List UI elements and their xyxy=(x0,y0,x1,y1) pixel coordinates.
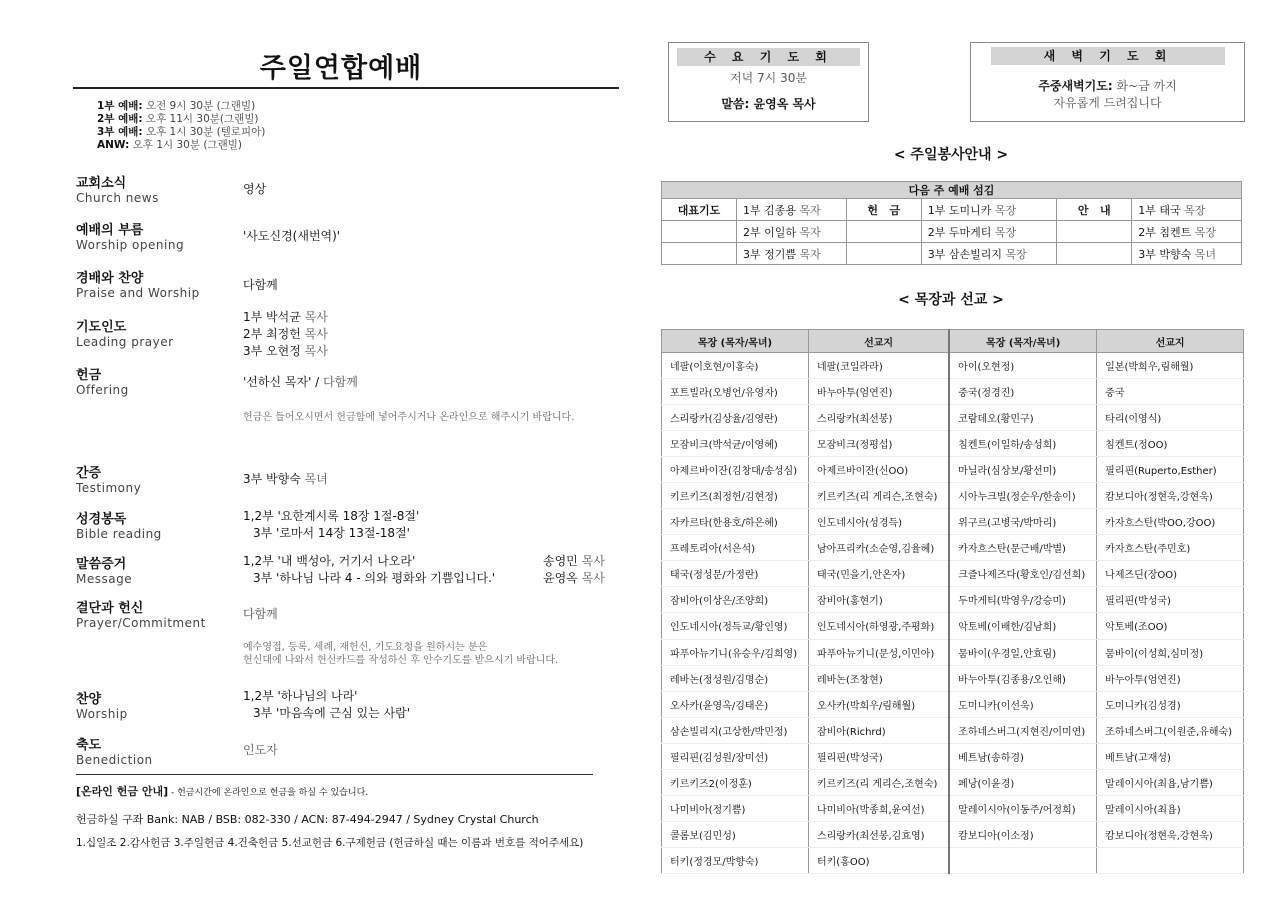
mission-field-cell: 조하네스버그(이원준,유해숙) xyxy=(1097,717,1244,743)
mokjang-cell: 도미니카(이선욱) xyxy=(949,691,1097,717)
bank-info: 헌금하실 구좌 Bank: NAB / BSB: 082-330 / ACN: 87-494-2947 / Sydney Crystal Church xyxy=(76,813,539,826)
table-row xyxy=(662,483,1244,509)
mokjang-cell: 코람데오(황민구) xyxy=(949,405,1097,431)
mokjang-cell: 위구르(고병국/박마리) xyxy=(949,509,1097,535)
service-schedule xyxy=(97,100,265,152)
mokjang-cell: 모잠비크(박석균/이영혜) xyxy=(662,431,809,457)
value-news: 영상 xyxy=(243,182,267,196)
mokjang-cell: 포트빌라(오병언/유영자) xyxy=(662,379,809,405)
mission-field-cell: 파푸아뉴기니(문성,이민아) xyxy=(808,639,949,665)
table-row: 2부 이일하 목자 2부 두마게티 목장 2부 침켄트 목장 xyxy=(662,221,1242,243)
schedule-line: ANW: 오후 1시 30분 (그랜빌) xyxy=(97,139,242,151)
service-table-head: 다음 주 예배 섬김 xyxy=(662,182,1242,199)
mokjang-cell: 크즐나제즈다(황호인/김선희) xyxy=(949,561,1097,587)
mission-table-head: 목장 (목자/목녀) 선교지 목장 (목자/목녀) 선교지 xyxy=(662,330,1244,353)
mission-field-cell: 네팔(코일라라) xyxy=(808,353,949,379)
mokjang-cell: 인도네시아(정득교/황인영) xyxy=(662,613,809,639)
mokjang-cell: 프레토리아(서은석) xyxy=(662,535,809,561)
table-row xyxy=(662,535,1244,561)
mission-section-title: < 목장과 선교 > xyxy=(898,292,1004,308)
table-row xyxy=(662,665,1244,691)
mokjang-cell xyxy=(949,847,1097,873)
mission-field-cell: 바누아투(엄연진) xyxy=(808,379,949,405)
value-offering: '선하신 목자' / 다함께 xyxy=(243,375,358,389)
order-item-bible: 성경봉독 Bible reading xyxy=(76,512,162,541)
mokjang-cell: 삼손빌리지(고상한/박민정) xyxy=(662,717,809,743)
mokjang-cell: 오사카(윤영옥/김태은) xyxy=(662,691,809,717)
mokjang-cell: 레바논(정성원/김명순) xyxy=(662,665,809,691)
mokjang-cell: 네팔(이호현/이홍숙) xyxy=(662,353,809,379)
mission-field-cell: 스리랑카(최선봉,김효영) xyxy=(808,821,949,847)
mokjang-cell: 파푸아뉴기니(유승우/김희영) xyxy=(662,639,809,665)
mokjang-cell: 캄보디아(이소정) xyxy=(949,821,1097,847)
mokjang-cell: 중국(정경진) xyxy=(949,379,1097,405)
service-section-title: < 주일봉사안내 > xyxy=(893,147,1009,163)
value-benediction: 인도자 xyxy=(243,743,278,757)
mission-field-cell: 타리(이영식) xyxy=(1097,405,1244,431)
online-divider xyxy=(76,774,593,775)
table-row xyxy=(662,717,1244,743)
value-testimony: 3부 박향숙 목녀 xyxy=(243,472,328,486)
wednesday-prayer-heading: 수 요 기 도 회 xyxy=(677,48,860,66)
order-item-message: 말씀증거 Message xyxy=(76,557,133,586)
mission-table xyxy=(661,329,1244,874)
value-commit: 다함께 xyxy=(243,607,278,621)
table-row xyxy=(662,431,1244,457)
mission-field-cell: 캄보디아(정현욱,강현욱) xyxy=(1097,483,1244,509)
commit-note: 예수영접, 등록, 세례, 재헌신, 기도요청을 원하시는 분은 헌신대에 나와서 헌신카드를 작성하신 후 안수기도를 받으시기 바랍니다. xyxy=(243,642,559,666)
mokjang-cell: 베트남(송하경) xyxy=(949,743,1097,769)
mission-field-cell: 말레이시아(최욥) xyxy=(1097,795,1244,821)
order-item-song: 찬양 Worship xyxy=(76,692,128,721)
mission-field-cell: 모잠비크(정평섭) xyxy=(808,431,949,457)
mokjang-cell: 아제르바이잔(김창대/송성심) xyxy=(662,457,809,483)
order-item-commit: 결단과 헌신 Prayer/Commitment xyxy=(76,601,206,630)
mission-field-cell: 도미니카(김성경) xyxy=(1097,691,1244,717)
schedule-line: 3부 예배: 오후 1시 30분 (텔로피아) xyxy=(97,126,266,138)
mokjang-cell: 터키(정경모/박향숙) xyxy=(662,847,809,873)
mission-field-cell: 오사카(박희우/림해월) xyxy=(808,691,949,717)
wednesday-time: 저녁 7시 30분 xyxy=(730,71,807,85)
mokjang-cell: 시아누크빌(정순우/한송이) xyxy=(949,483,1097,509)
table-row xyxy=(662,821,1244,847)
table-row xyxy=(662,405,1244,431)
mission-field-cell: 바누아투(엄연진) xyxy=(1097,665,1244,691)
dawn-prayer-heading: 새 벽 기 도 회 xyxy=(991,47,1225,65)
mokjang-cell: 키르키즈2(이정훈) xyxy=(662,769,809,795)
table-row: 3부 정기쁨 목자 3부 삼손빌리지 목장 3부 박향숙 목녀 xyxy=(662,243,1242,265)
value-bible: 1,2부 '요한계시록 18장 1절-8절' 3부 '로마서 14장 13절-18절' xyxy=(243,509,420,540)
value-opening: '사도신경(새번역)' xyxy=(243,229,341,243)
mission-field-cell: 남아프리카(소순영,김율혜) xyxy=(808,535,949,561)
table-row xyxy=(662,743,1244,769)
mission-field-cell: 태국(민을기,안온자) xyxy=(808,561,949,587)
table-row xyxy=(662,587,1244,613)
mokjang-cell: 필리핀(김성원/장미선) xyxy=(662,743,809,769)
dawn-note: 자유롭게 드려집니다 xyxy=(1053,96,1162,110)
order-item-benediction: 축도 Benediction xyxy=(76,738,153,767)
wednesday-prayer-box xyxy=(668,42,869,122)
mission-field-cell xyxy=(1097,847,1244,873)
mokjang-cell: 조하네스버그(지현진/이미연) xyxy=(949,717,1097,743)
mission-field-cell: 잠비아(Richrd) xyxy=(808,717,949,743)
mission-field-cell: 캄보디아(정현욱,강현욱) xyxy=(1097,821,1244,847)
order-item-testimony: 간증 Testimony xyxy=(76,466,142,495)
service-table xyxy=(661,181,1242,265)
order-item-praise: 경배와 찬양 Praise and Worship xyxy=(76,271,200,300)
mission-field-cell: 나제즈딘(장OO) xyxy=(1097,561,1244,587)
mission-field-cell: 나미비아(박종희,윤여선) xyxy=(808,795,949,821)
preachers: 송영민 목사 윤영옥 목사 xyxy=(543,554,605,585)
mokjang-cell: 나미비아(정기쁨) xyxy=(662,795,809,821)
title-divider xyxy=(73,87,619,89)
mission-field-cell: 일본(박희우,림해월) xyxy=(1097,353,1244,379)
mission-field-cell: 아제르바이잔(신OO) xyxy=(808,457,949,483)
mokjang-cell: 잠비아(이상은/조양희) xyxy=(662,587,809,613)
order-item-offering: 헌금 Offering xyxy=(76,368,129,397)
mission-field-cell: 악토베(조OO) xyxy=(1097,613,1244,639)
mokjang-cell: 악토베(이배한/김남희) xyxy=(949,613,1097,639)
table-row xyxy=(662,353,1244,379)
mokjang-cell: 아이(오현정) xyxy=(949,353,1097,379)
order-item-prayer: 기도인도 Leading prayer xyxy=(76,320,174,349)
mission-field-cell: 베트남(고재성) xyxy=(1097,743,1244,769)
mission-field-cell: 잠비아(홍현기) xyxy=(808,587,949,613)
mokjang-cell: 태국(정성문/가정란) xyxy=(662,561,809,587)
mission-field-cell: 카자흐스탄(박OO,강OO) xyxy=(1097,509,1244,535)
table-row xyxy=(662,769,1244,795)
mission-field-cell: 인도네시아(하영광,주평화) xyxy=(808,613,949,639)
mokjang-cell: 침켄트(이일하/송성희) xyxy=(949,431,1097,457)
table-row xyxy=(662,379,1244,405)
table-row xyxy=(662,613,1244,639)
mission-field-cell: 터키(홍OO) xyxy=(808,847,949,873)
table-row xyxy=(662,639,1244,665)
mission-field-cell: 인도네시아(성경득) xyxy=(808,509,949,535)
mission-field-cell: 필리핀(박성국) xyxy=(808,743,949,769)
offering-types: 1.십일조 2.감사헌금 3.주일헌금 4.건축헌금 5.선교헌금 6.구제헌금 (헌금하실 때는 이름과 번호를 적어주세요) xyxy=(76,837,584,849)
mokjang-cell: 페낭(이윤경) xyxy=(949,769,1097,795)
table-row xyxy=(662,561,1244,587)
online-offering-heading: [온라인 헌금 안내] - 헌금시간에 온라인으로 헌금을 하실 수 있습니다. xyxy=(76,785,369,798)
offering-note: 헌금은 들어오시면서 헌금함에 넣어주시거나 온라인으로 해주시기 바랍니다. xyxy=(243,412,575,423)
value-prayer: 1부 박석균 목사 2부 최정헌 목사 3부 오현정 목사 xyxy=(243,310,328,358)
mission-field-cell: 중국 xyxy=(1097,379,1244,405)
schedule-line: 1부 예배: 오전 9시 30분 (그랜빌) xyxy=(97,100,256,112)
dawn-schedule: 주중새벽기도: 화~금 까지 xyxy=(1038,79,1177,93)
mission-field-cell: 키르키즈(리 게리슨,조현숙) xyxy=(808,769,949,795)
order-item-opening: 예배의 부름 Worship opening xyxy=(76,223,185,252)
mokjang-cell: 마닐라(심상보/황선미) xyxy=(949,457,1097,483)
page-title: 주일연합예배 xyxy=(259,53,423,84)
table-row xyxy=(662,691,1244,717)
mission-field-cell: 키르키즈(리 게리슨,조현숙) xyxy=(808,483,949,509)
table-row xyxy=(662,457,1244,483)
mokjang-cell: 자카르타(한용호/하은혜) xyxy=(662,509,809,535)
mission-field-cell: 필리핀(박성국) xyxy=(1097,587,1244,613)
table-row: 대표기도 1부 김종용 목자 헌 금 1부 도미니카 목장 안 내 1부 태국 목장 xyxy=(662,199,1242,221)
mokjang-cell: 두마게티(박영우/강승미) xyxy=(949,587,1097,613)
mission-field-cell: 필리핀(Ruperto,Esther) xyxy=(1097,457,1244,483)
wednesday-speaker: 말씀: 윤영옥 목사 xyxy=(721,97,816,111)
value-praise: 다함께 xyxy=(243,278,278,292)
mission-field-cell: 뭄바이(이성희,심미정) xyxy=(1097,639,1244,665)
mokjang-cell: 스리랑카(김상율/김영란) xyxy=(662,405,809,431)
schedule-line: 2부 예배: 오후 11시 30분(그랜빌) xyxy=(97,113,259,125)
mission-field-cell: 스리랑카(최선봉) xyxy=(808,405,949,431)
mokjang-cell: 뭄바이(우경일,안효림) xyxy=(949,639,1097,665)
mission-field-cell: 말레이시아(최욥,남기쁨) xyxy=(1097,769,1244,795)
mokjang-cell: 바누아투(김종용/오인해) xyxy=(949,665,1097,691)
mokjang-cell: 키르키즈(최정헌/김현정) xyxy=(662,483,809,509)
dawn-prayer-box xyxy=(970,42,1245,122)
mission-field-cell: 레바논(조창현) xyxy=(808,665,949,691)
mission-field-cell: 카자흐스탄(주민호) xyxy=(1097,535,1244,561)
mokjang-cell: 말레이시아(이동주/어정희) xyxy=(949,795,1097,821)
order-item-news: 교회소식 Church news xyxy=(76,176,159,205)
mission-field-cell: 침켄트(정OO) xyxy=(1097,431,1244,457)
table-row xyxy=(662,847,1244,873)
value-song: 1,2부 '하나님의 나라' 3부 '마음속에 근심 있는 사람' xyxy=(243,689,411,720)
table-row xyxy=(662,509,1244,535)
value-message: 1,2부 '내 백성아, 거기서 나오라' 3부 '하나님 나라 4 - 의와 평화와 기쁨입니다.' xyxy=(243,554,496,585)
mokjang-cell: 콜롬보(김민성) xyxy=(662,821,809,847)
table-row xyxy=(662,795,1244,821)
mokjang-cell: 카자흐스탄(문근배/박별) xyxy=(949,535,1097,561)
